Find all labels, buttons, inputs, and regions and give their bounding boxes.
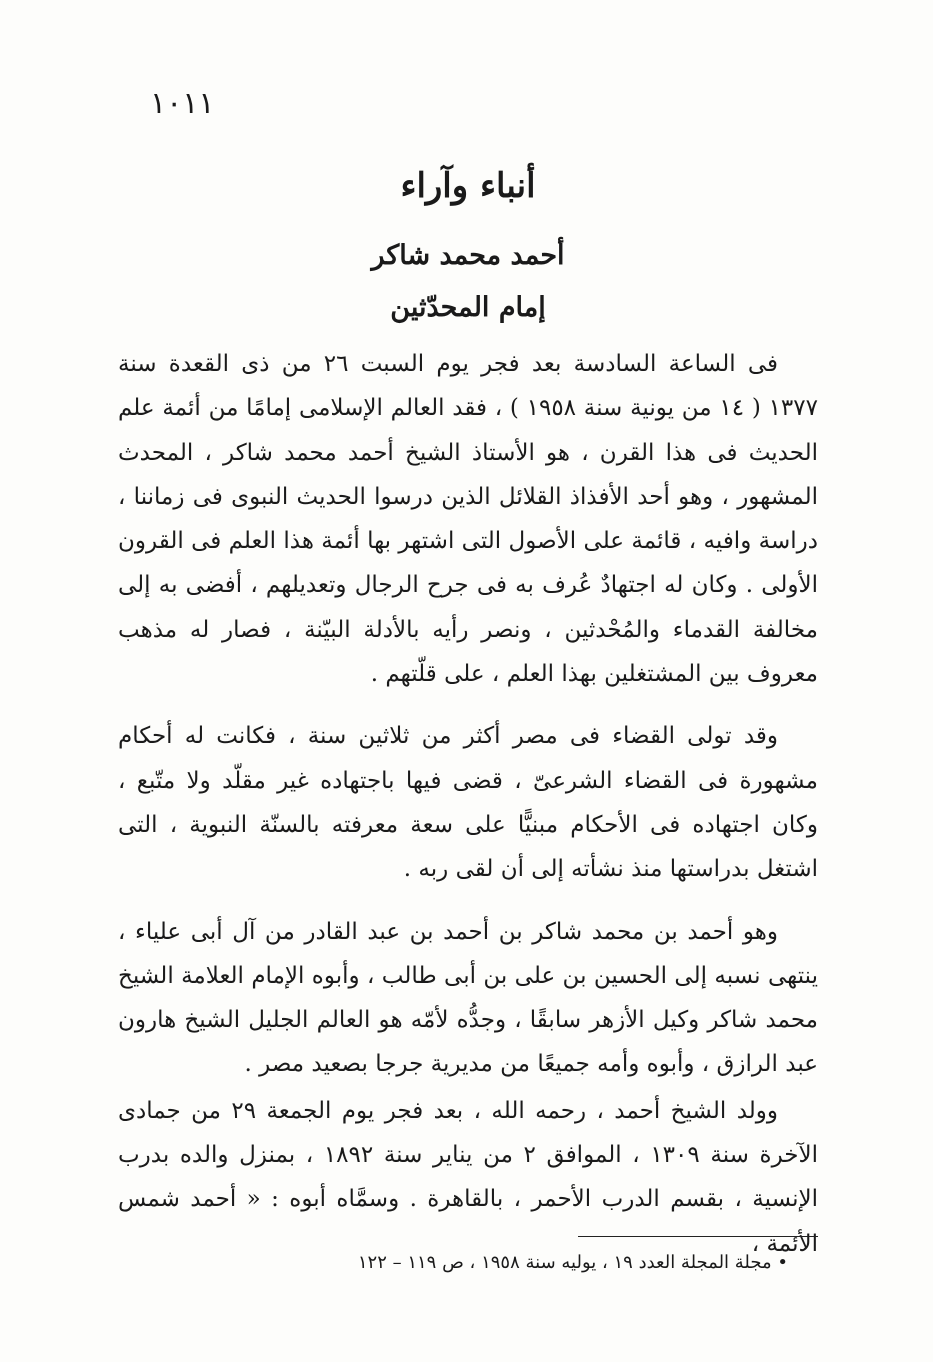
article-title: أحمد محمد شاكر	[371, 240, 565, 271]
article-body	[118, 342, 818, 1266]
paragraph-1: فى الساعة السادسة بعد فجر يوم السبت ٢٦ من ذى القعدة سنة ١٣٧٧ ( ١٤ من يونية سنة ١٩٥٨ ) ، فقد العالم الإسلامى إمامًا من أئمة علم الحديث فى هذا القرن ، هو الأستاذ الشيخ أحمد محمد شاكر ، المحدث المشهور ، وهو أحد الأفذاذ القلائل الذين درسوا الحديث النبوى فى زماننا ، دراسة وافيه ، قائمة على الأصول التى اشتهر بها أئمة هذا العلم فى القرون الأولى . وكان له اجتهادٌ عُرف به فى جرح الرجال وتعديلهم ، أفضى به إلى مخالفة القدماء والمُحْدثين ، ونصر رأيه بالأدلة البيّنة ، فصار له مذهب معروف بين المشتغلين بهذا العلم ، على قلّتهم .	[118, 351, 818, 688]
footnote-divider	[578, 1236, 818, 1237]
article-subtitle: إمام المحدّثين	[390, 292, 546, 323]
article-header	[118, 160, 818, 334]
paragraph-2: وقد تولى القضاء فى مصر أكثر من ثلاثين سنة ، فكانت له أحكام مشهورة فى القضاء الشرعىّ ، قضى فيها باجتهاده غير مقلّد ولا متّبع ، وكان اجتهاده فى الأحكام مبنيًّا على سعة معرفته بالسنّة النبوية ، التى اشتغل بدراستها منذ نشأته إلى أن لقى ربه .	[118, 723, 818, 883]
paragraph-4: وولد الشيخ أحمد ، رحمه الله ، بعد فجر يوم الجمعة ٢٩ من جمادى الآخرة سنة ١٣٠٩ ، الموافق ٢ من يناير سنة ١٨٩٢ ، بمنزل والده بدرب الإنسية ، بقسم الدرب الأحمر ، بالقاهرة . وسمَّاه أبوه : « أحمد شمس الأئمة ،	[118, 1097, 818, 1257]
paragraph-3: وهو أحمد بن محمد شاكر بن أحمد بن عبد القادر من آل أبى علياء ، ينتهى نسبه إلى الحسين بن على بن أبى طالب ، وأبوه الإمام العلامة الشيخ محمد شاكر وكيل الأزهر سابقًا ، وجدُّه لأمّه هو العالم الجليل الشيخ هارون عبد الرازق ، وأبوه وأمه جميعًا من مديرية جرجا بصعيد مصر .	[118, 918, 818, 1078]
section-title: أنباء وآراء	[400, 166, 536, 206]
footnote: • مجلة المجلة العدد ١٩ ، يوليه سنة ١٩٥٨ ، ص ١١٩ – ١٢٢	[357, 1252, 788, 1273]
page-number: ١٠١١	[150, 86, 215, 121]
